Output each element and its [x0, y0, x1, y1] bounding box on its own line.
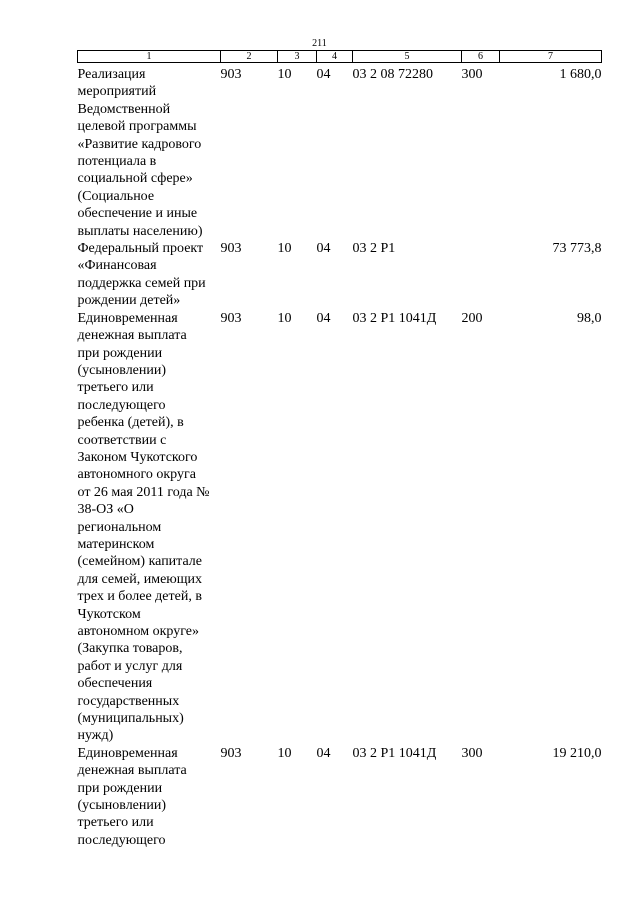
- row-name-line: для семей, имеющих: [77, 571, 203, 587]
- row-name-line: (Закупка товаров,: [77, 641, 183, 657]
- row-name-line: «Финансовая: [77, 258, 157, 274]
- row-name-line: (семейном) капитале: [77, 554, 203, 570]
- row-name-line: целевой программы: [77, 119, 197, 135]
- row-name-line: третьего или: [77, 380, 154, 396]
- row-name: [78, 63, 221, 241]
- cell-amount: 1 680,0: [559, 67, 602, 82]
- table-row: [78, 240, 602, 310]
- header-row: [78, 51, 602, 63]
- row-name-line: обеспечение и иные: [77, 206, 198, 222]
- cell-amount: 73 773,8: [552, 241, 602, 257]
- cell-target-article-code: 03 2 P1: [352, 241, 396, 257]
- cell-expense-type-code: [462, 240, 500, 310]
- header-col-4: 4: [317, 51, 353, 63]
- header-col-6: 6: [462, 51, 500, 63]
- row-name-line: денежная выплата: [77, 328, 187, 344]
- row-name-line: автономного округа: [77, 467, 196, 483]
- row-name-line: денежная выплата: [77, 763, 187, 779]
- row-name-line: при рождении: [77, 345, 163, 361]
- cell-amount: 19 210,0: [552, 745, 602, 761]
- page-number: 211: [312, 38, 327, 49]
- cell-subsection-code: 04: [316, 67, 331, 82]
- cell-subsection-code: 04: [316, 241, 331, 257]
- cell-section-code: 10: [277, 745, 292, 761]
- cell-grbs-code: 903: [220, 310, 242, 326]
- header-col-5: 5: [353, 51, 462, 63]
- row-name-line: «Развитие кадрового: [77, 136, 202, 152]
- header-col-3: 3: [278, 51, 317, 63]
- row-name-line: потенциала в: [77, 154, 157, 170]
- row-name: [78, 310, 221, 745]
- row-name-line: третьего или: [77, 815, 154, 831]
- row-name-line: автономном округе»: [77, 624, 199, 639]
- table-row: [78, 310, 602, 745]
- row-name-line: работ и услуг для: [77, 658, 183, 674]
- header-col-2: 2: [221, 51, 278, 63]
- cell-grbs-code: 903: [220, 241, 242, 257]
- row-name-line: поддержка семей при: [77, 275, 206, 291]
- row-name-line: обеспечения: [77, 676, 153, 692]
- row-name-line: выплаты населению): [77, 223, 203, 239]
- cell-grbs-code: 903: [220, 745, 242, 761]
- table-row: [78, 63, 602, 241]
- cell-section-code: 10: [277, 67, 292, 82]
- row-name-line: Законом Чукотского: [77, 449, 198, 465]
- row-name-line: материнском: [77, 536, 155, 552]
- row-name-line: социальной сфере»: [77, 171, 193, 187]
- row-name-line: государственных: [77, 693, 180, 709]
- row-name-line: Единовременная: [77, 310, 178, 326]
- row-name-line: (Социальное: [77, 188, 155, 204]
- cell-section-code: 10: [277, 241, 292, 257]
- row-name-line: соответствии с: [77, 432, 167, 448]
- row-name-line: Федеральный проект: [77, 241, 204, 257]
- table-row: [78, 745, 602, 849]
- row-name-line: ребенка (детей), в: [77, 415, 184, 431]
- header-col-7: 7: [500, 51, 602, 63]
- header-col-1: 1: [78, 51, 221, 63]
- cell-target-article-code: 03 2 P1 1041Д: [352, 310, 437, 326]
- cell-target-article-code: 03 2 08 72280: [352, 67, 433, 82]
- budget-table: [77, 50, 602, 849]
- row-name-line: рождении детей»: [77, 293, 181, 309]
- cell-subsection-code: 04: [316, 310, 331, 326]
- cell-target-article-code: 03 2 P1 1041Д: [352, 745, 437, 761]
- row-name-line: при рождении: [77, 780, 163, 796]
- row-name-line: (муниципальных): [77, 711, 184, 727]
- row-name: [78, 745, 221, 849]
- cell-expense-type-code: 300: [461, 745, 483, 761]
- row-name-line: 38-ОЗ «О: [77, 502, 134, 518]
- cell-expense-type-code: 300: [461, 67, 483, 82]
- row-name-line: Единовременная: [77, 745, 178, 761]
- row-name-line: (усыновлении): [77, 798, 167, 814]
- cell-grbs-code: 903: [220, 67, 242, 82]
- row-name-line: от 26 мая 2011 года №: [77, 484, 210, 500]
- row-name-line: (усыновлении): [77, 362, 167, 378]
- cell-expense-type-code: 200: [461, 310, 483, 326]
- row-name-line: нужд): [77, 728, 114, 744]
- row-name-line: Чукотском: [77, 606, 141, 622]
- row-name-line: региональном: [77, 519, 162, 535]
- row-name-line: последующего: [77, 832, 166, 848]
- table-body: [78, 63, 602, 850]
- row-name-line: мероприятий: [77, 84, 157, 100]
- cell-subsection-code: 04: [316, 745, 331, 761]
- cell-amount: 98,0: [577, 310, 602, 326]
- row-name: [78, 240, 221, 310]
- row-name-line: Ведомственной: [77, 101, 171, 117]
- cell-section-code: 10: [277, 310, 292, 326]
- row-name-line: последующего: [77, 397, 166, 413]
- row-name-line: Реализация: [77, 67, 146, 82]
- row-name-line: трех и более детей, в: [77, 589, 202, 605]
